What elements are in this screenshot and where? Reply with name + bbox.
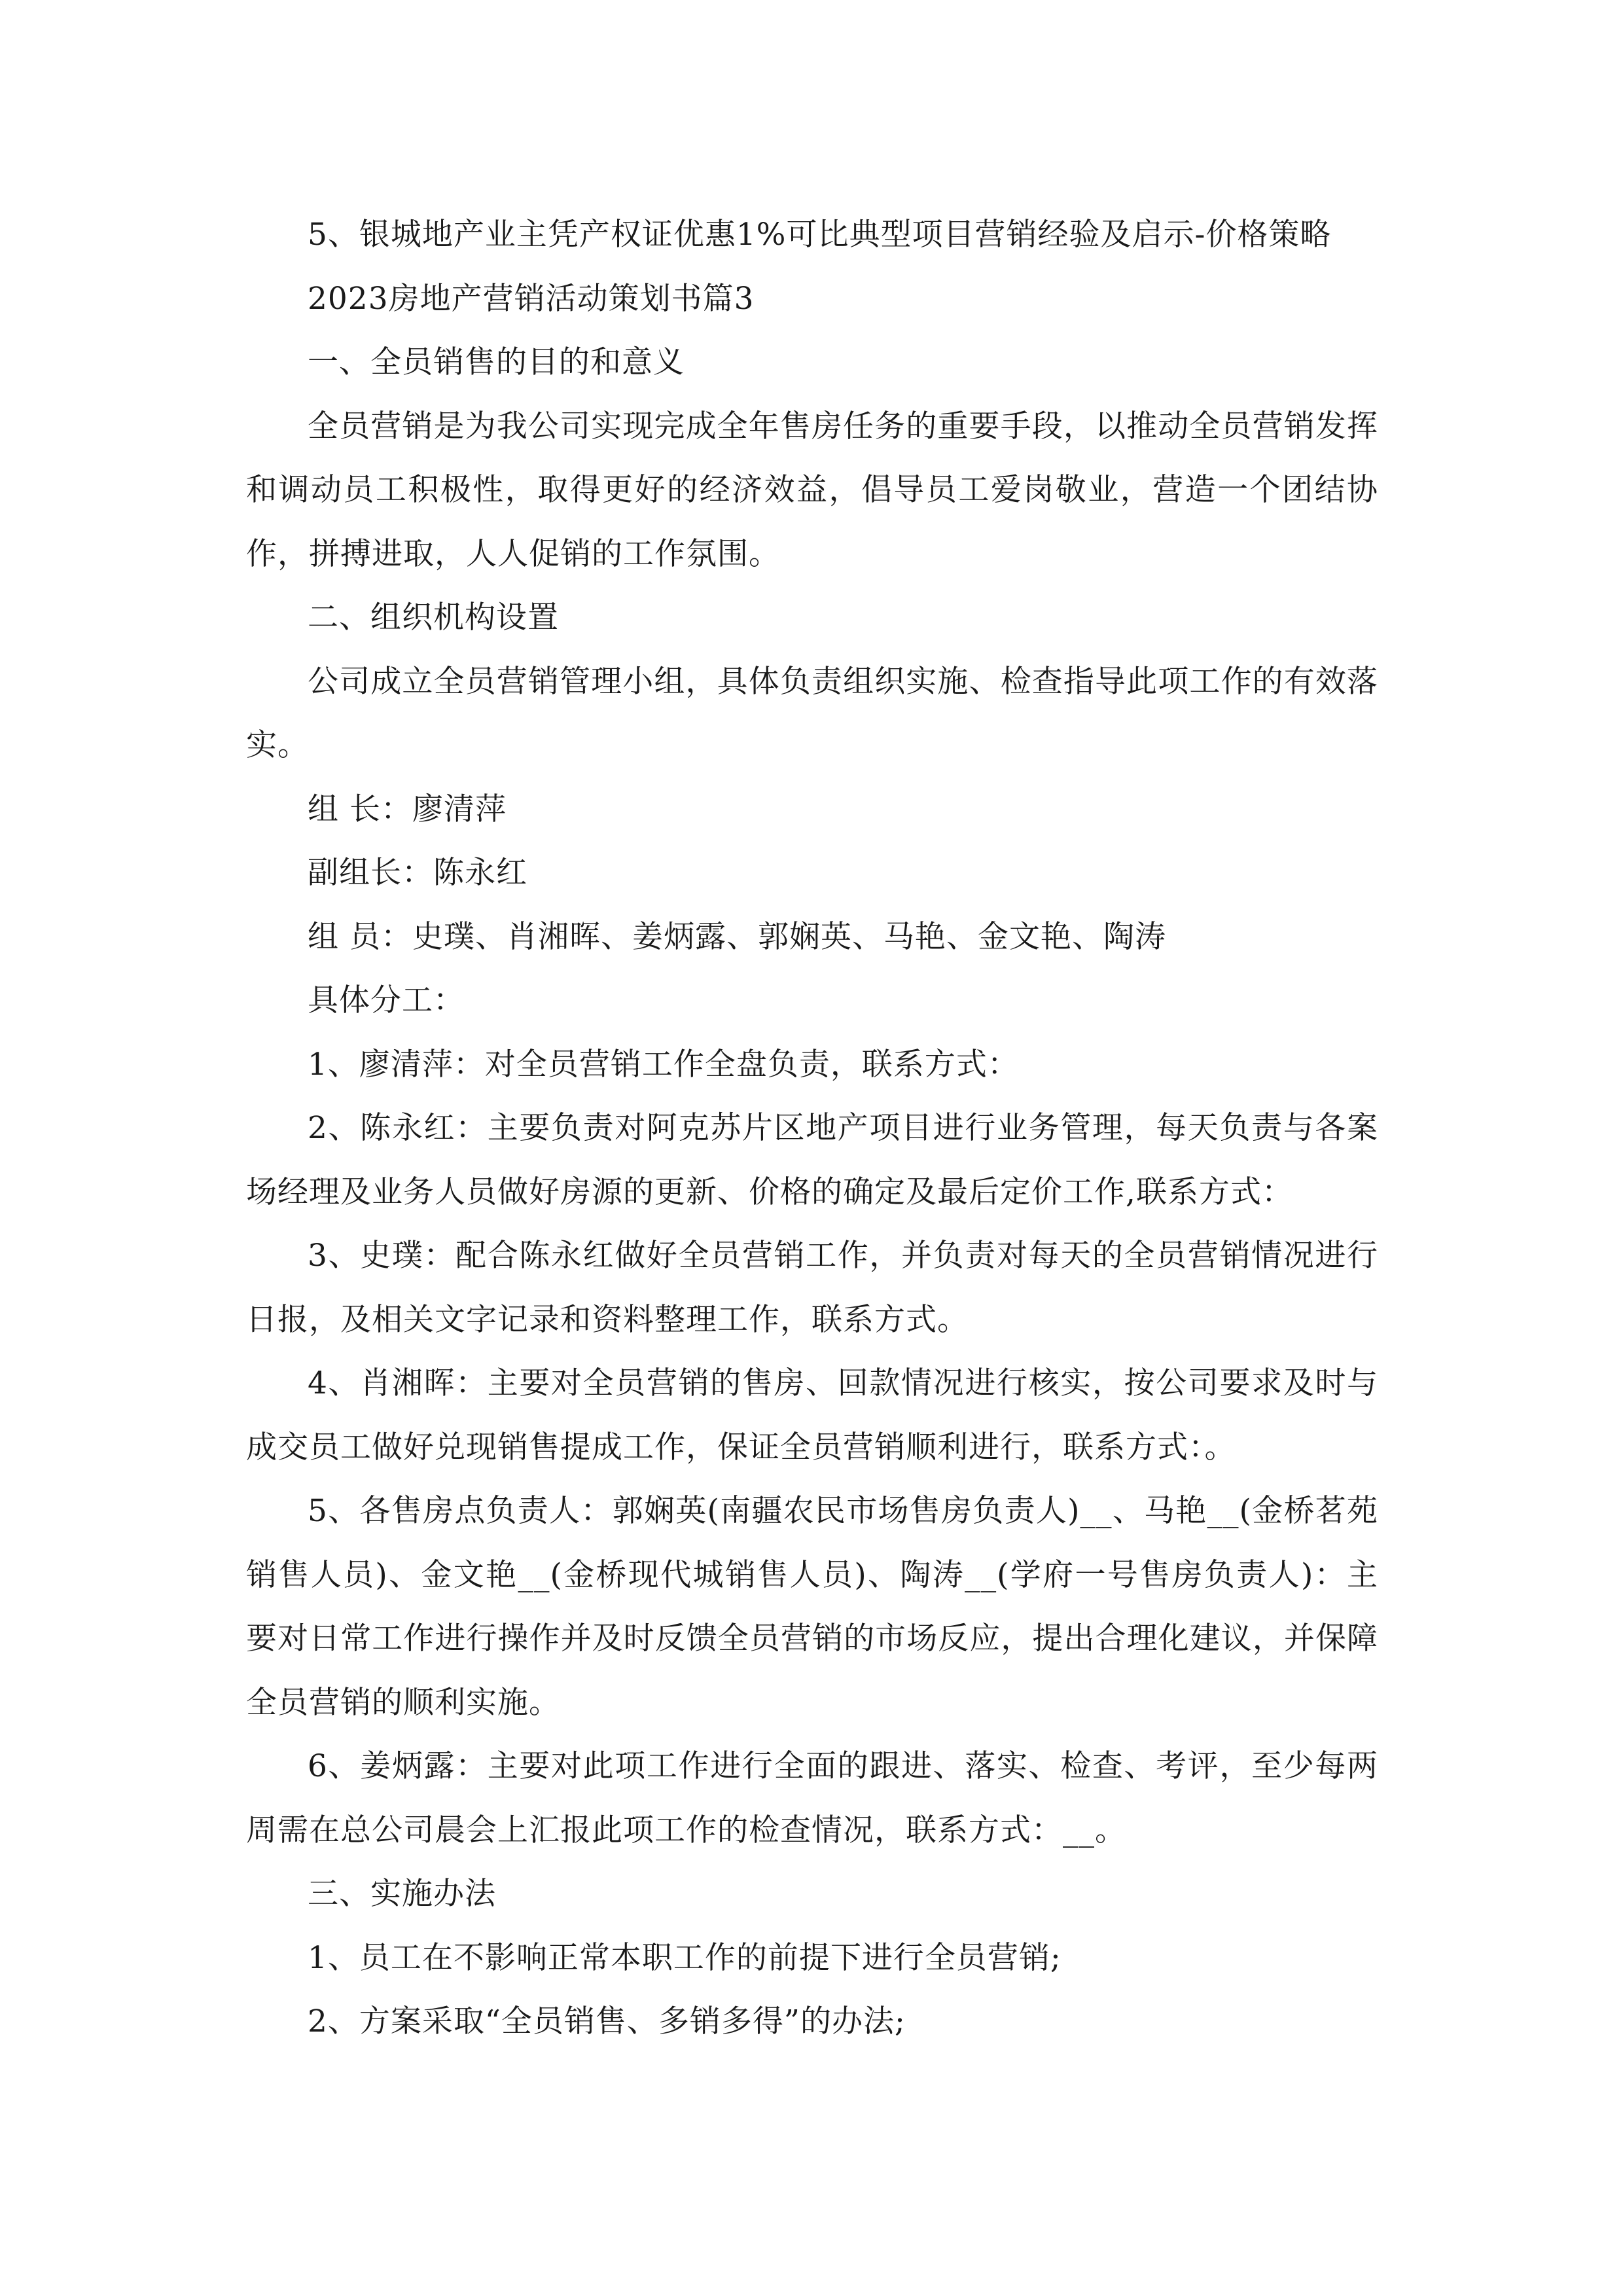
heading-implementation: 三、实施办法 [308, 1876, 496, 1912]
document-body [246, 203, 1378, 2054]
team-members: 组 员：史璞、肖湘晖、姜炳露、郭娴英、马艳、金文艳、陶涛 [308, 918, 1166, 955]
paragraph-purpose: 全员营销是为我公司实现完成全年售房任务的重要手段，以推动全员营销发挥和调动员工积极性，取得更好的经济效益，倡导员工爱岗敬业，营造一个团结协作，拼搏进取，人人促销的工作氛围。 [246, 408, 1378, 572]
list-item-bank-discount: 5、银城地产业主凭产权证优惠1%可比典型项目营销经验及启示-价格策略 [308, 217, 1332, 253]
duty-item-3: 3、史璞：配合陈永红做好全员营销工作，并负责对每天的全员营销情况进行日报，及相关文字记录和资料整理工作，联系方式。 [246, 1238, 1378, 1338]
implementation-item-2: 2、方案采取“全员销售、多销多得”的办法; [308, 2003, 906, 2039]
team-leader: 组 长：廖清萍 [308, 791, 507, 827]
heading-division: 具体分工： [308, 982, 465, 1018]
deputy-leader: 副组长：陈永红 [308, 855, 527, 891]
duty-item-2: 2、陈永红：主要负责对阿克苏片区地产项目进行业务管理，每天负责与各案场经理及业务人员做好房源的更新、价格的确定及最后定价工作,联系方式： [246, 1110, 1378, 1210]
heading-organization: 二、组织机构设置 [308, 600, 559, 636]
paragraph-organization: 公司成立全员营销管理小组，具体负责组织实施、检查指导此项工作的有效落实。 [246, 663, 1378, 763]
duty-item-1: 1、廖清萍：对全员营销工作全盘负责，联系方式： [308, 1046, 1019, 1083]
section-title: 2023房地产营销活动策划书篇3 [308, 280, 755, 317]
implementation-item-1: 1、员工在不影响正常本职工作的前提下进行全员营销; [308, 1939, 1061, 1976]
duty-item-4: 4、肖湘晖：主要对全员营销的售房、回款情况进行核实，按公司要求及时与成交员工做好兑现销售提成工作，保证全员营销顺利进行，联系方式：。 [246, 1365, 1378, 1465]
duty-item-6: 6、姜炳露：主要对此项工作进行全面的跟进、落实、检查、考评，至少每两周需在总公司晨会上汇报此项工作的检查情况，联系方式：__。 [246, 1748, 1378, 1848]
duty-item-5: 5、各售房点负责人：郭娴英(南疆农民市场售房负责人)__、马艳__(金桥茗苑销售人员)、金文艳__(金桥现代城销售人员)、陶涛__(学府一号售房负责人)：主要对日常工作进行操作并及时反馈全员营销的市场反应，提出合理化建议，并保障全员营销的顺利实施。 [246, 1493, 1378, 1721]
heading-purpose: 一、全员销售的目的和意义 [308, 344, 685, 380]
